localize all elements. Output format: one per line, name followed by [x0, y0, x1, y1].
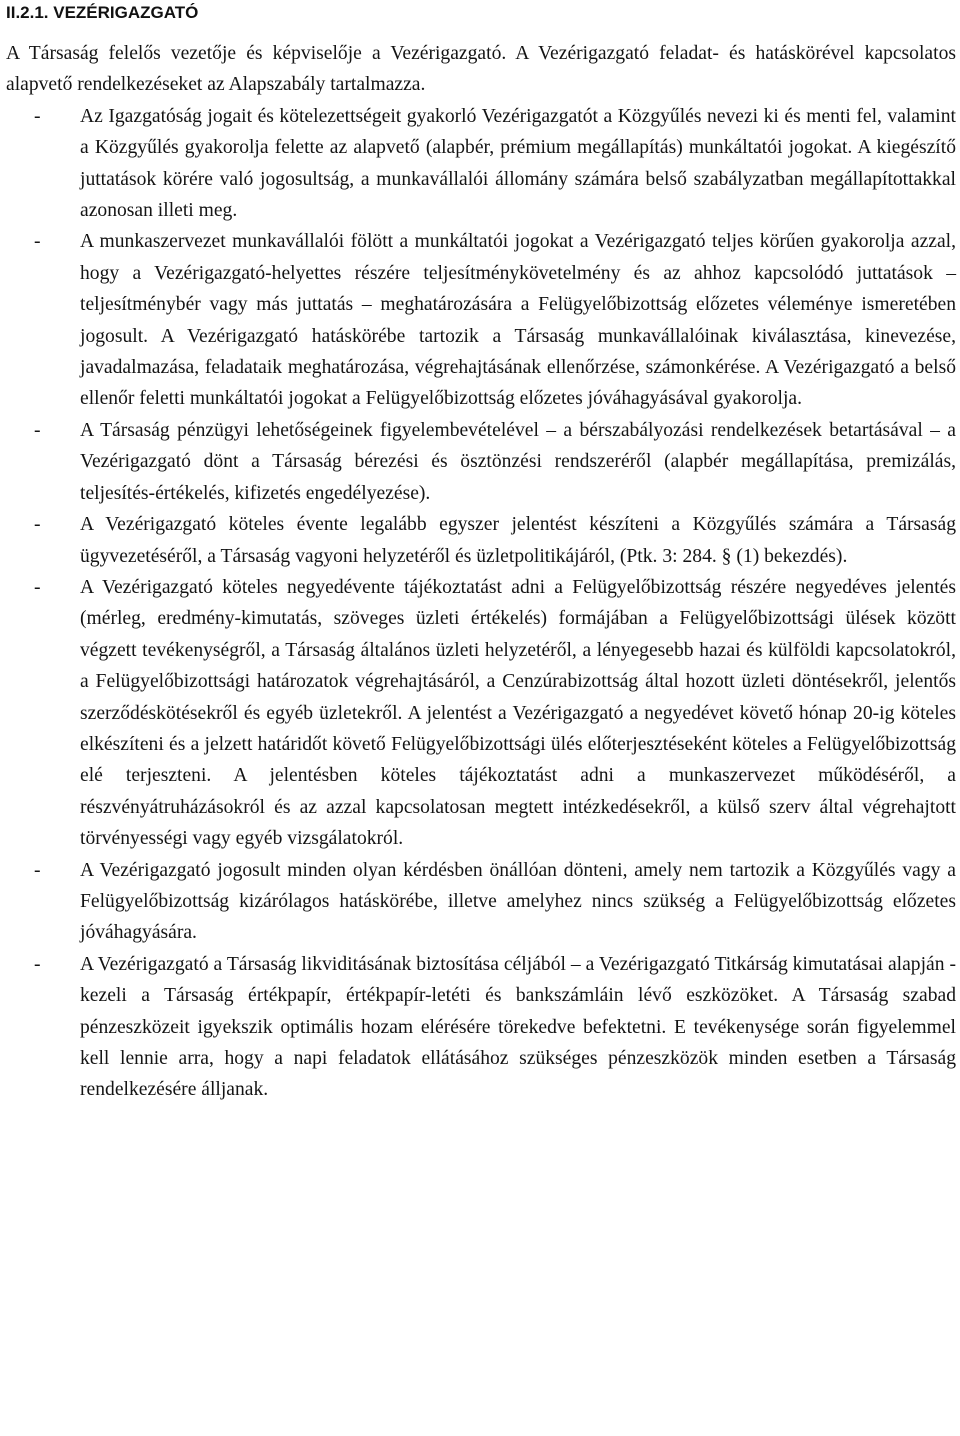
list-item [6, 572, 956, 855]
list-item [6, 509, 956, 572]
section-heading: II.2.1. VEZÉRIGAZGATÓ [6, 3, 199, 22]
list-item-text: A Vezérigazgató köteles évente legalább egyszer jelentést készíteni a Közgyűlés számára a Társaság ügyvezetéséről, a Társaság vagyoni helyzetéről és üzletpolitikájáról, (Ptk. 3: 284. § (1) bekezdés). [80, 514, 956, 567]
bullet-marker: - [34, 231, 41, 253]
list-item [6, 226, 956, 414]
list-item-text: A Társaság pénzügyi lehetőségeinek figyelembevételével – a bérszabályozási rendelkezések betartásával – a Vezérigazgató dönt a Társaság bérezési és ösztönzési rendszeréről (alapbér megállapítása, premizálás, teljesítés-értékelés, kifizetés engedélyezése). [80, 419, 956, 504]
bullet-marker: - [34, 419, 41, 441]
bullet-marker: - [34, 514, 41, 536]
list-item [6, 415, 956, 509]
provision-list [6, 101, 956, 1106]
list-item-text: Az Igazgatóság jogait és kötelezettségeit gyakorló Vezérigazgatót a Közgyűlés nevezi ki és menti fel, valamint a Közgyűlés gyakorolja felette az alapvető (alapbér, prémium megállapítás) munkáltatói jogokat. A kiegészítő juttatások körére való jogosultság, a munkavállalói állomány számára belső szabályzatban megállapítottakkal azonosan illeti meg. [80, 105, 956, 222]
list-item [6, 101, 956, 227]
intro-paragraph: A Társaság felelős vezetője és képviselője a Vezérigazgató. A Vezérigazgató feladat- és hatáskörével kapcsolatos alapvető rendelkezéseket az Alapszabály tartalmazza. [6, 43, 956, 96]
list-item-text: A munkaszervezet munkavállalói fölött a munkáltatói jogokat a Vezérigazgató teljes körűen gyakorolja azzal, hogy a Vezérigazgató-helyettes részére teljesítménykövetelmény és az ahhoz kapcsolódó juttatások – teljesítménybér vagy más juttatás – meghatározására a Felügyelőbizottság előzetes véleménye ismeretében jogosult. A Vezérigazgató hatáskörébe tartozik a Társaság munkavállalóinak kiválasztása, kinevezése, javadalmazása, feladataik meghatározása, végrehajtásának ellenőrzése, számonkérése. A Vezérigazgató a belső ellenőr feletti munkáltatói jogokat a Felügyelőbizottság előzetes jóváhagyásával gyakorolja. [80, 231, 956, 410]
bullet-marker: - [34, 859, 41, 881]
bullet-marker: - [34, 576, 41, 598]
list-item [6, 855, 956, 949]
list-item-text: A Vezérigazgató a Társaság likviditásának biztosítása céljából – a Vezérigazgató Titkárság kimutatásai alapján - kezeli a Társaság értékpapír, értékpapír-letéti és bankszámláin lévő eszközöket. A Társaság szabad pénzeszközeit igyekszik optimális hozam elérésére törekedve befektetni. E tevékenysége során figyelemmel kell lennie arra, hogy a napi feladatok ellátásához szükséges pénzeszközök minden esetben a Társaság rendelkezésére álljanak. [80, 953, 956, 1101]
list-item-text: A Vezérigazgató jogosult minden olyan kérdésben önállóan dönteni, amely nem tartozik a Közgyűlés vagy a Felügyelőbizottság kizárólagos hatáskörébe, illetve amelyhez nincs szükség a Felügyelőbizottság előzetes jóváhagyására. [80, 859, 956, 944]
list-item-text: A Vezérigazgató köteles negyedévente tájékoztatást adni a Felügyelőbizottság részére negyedéves jelentés (mérleg, eredmény-kimutatás, szöveges üzleti értékelés) formájában a Felügyelőbizottsági ülések között végzett tevékenységről, a Társaság általános üzleti helyzetéről, a lényegesebb hazai és külföldi kapcsolatokról, a Felügyelőbizottsági határozatok végrehajtásáról, a Cenzúrabizottság által hozott üzleti döntésekről, jelentős szerződéskötésekről és egyéb üzletekről. A jelentést a Vezérigazgató a negyedévet követő hónap 20-ig köteles elkészíteni és a jelzett határidőt követő Felügyelőbizottsági ülés előterjesztéseként köteles a Felügyelőbizottság elé terjeszteni. A jelentésben köteles tájékoztatást adni a munkaszervezet működéséről, a részvényátruházásokról és az azzal kapcsolatosan megtett intézkedésekről, a külső szerv által végrehajtott törvényességi vagy egyéb vizsgálatokról. [80, 576, 956, 850]
bullet-marker: - [34, 953, 41, 975]
list-item [6, 949, 956, 1106]
bullet-marker: - [34, 105, 41, 127]
